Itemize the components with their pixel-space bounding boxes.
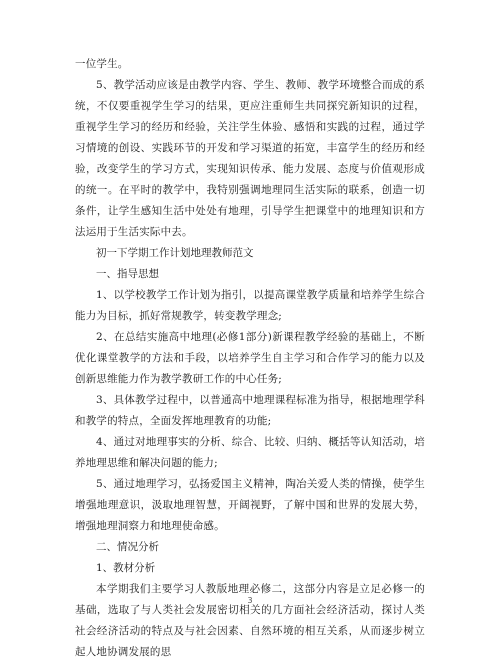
page-number: 3 — [247, 596, 253, 605]
document-title: 初一下学期工作计划地理教师范文 — [96, 247, 254, 259]
paragraph-guideline-1: 1、以学校教学工作计划为指引，以提高课堂教学质量和培养学生综合能力为目标，抓好常规教学，转变教学理念; — [75, 289, 425, 322]
paragraph-guideline-2: 2、在总结实施高中地理(必修1部分)新课程教学经验的基础上，不断优化课堂教学的方法和手段，以培养学生自主学习和合作学习的能力以及创新思维能力作为教学教研工作的中心任务; — [75, 331, 425, 385]
paragraph-guideline-3: 3、具体教学过程中，以普通高中地理课程标准为指导，根据地理学科和教学的特点，全面发挥地理教育的功能; — [75, 394, 425, 427]
section-heading-situation-analysis: 二、情况分析 — [96, 541, 159, 553]
paragraph-item-5: 5、教学活动应该是由教学内容、学生、教师、教学环境整合而成的系统，不仅要重视学生学习的结果，更应注重师生共同探究新知识的过程，重视学生学习的经历和经验，关注学生体验、感悟和实践的过程，通过学习情境的创设、实践环节的开发和学习渠道的拓宽，丰富学生的经历和经验，改变学生的学习方式，实现知识传承、能力发展、态度与价值观形成的统一。在平时的教学中，我特别强调地理同生活实际的联系，创造一切条件，让学生感知生活中处处有地理，引导学生把课堂中的地理知识和方法运用于生活实际中去。 — [75, 79, 425, 238]
section-heading-guiding-ideology: 一、指导思想 — [96, 268, 159, 280]
paragraph-textbook-analysis: 本学期我们主要学习人教版地理必修二，这部分内容是立足必修一的基础，选取了与人类社会发展密切相关的几方面社会经济活动，探讨人类社会经济活动的特点及与社会因素、自然环境的相互关系，从而逐步树立起人地协调发展的思 — [75, 583, 425, 658]
paragraph-guideline-5: 5、通过地理学习，弘扬爱国主义精神，陶冶关爱人类的情操，使学生增强地理意识，汲取地理智慧，开阔视野，了解中国和世界的发展大势，增强地理洞察力和地理使命感。 — [75, 478, 425, 532]
paragraph-continuation: 一位学生。 — [75, 58, 129, 70]
paragraph-guideline-4: 4、通过对地理事实的分析、综合、比较、归纳、概括等认知活动，培养地理思维和解决问题的能力; — [75, 436, 425, 469]
document-body — [75, 54, 425, 663]
subsection-heading-textbook-analysis: 1、教材分析 — [96, 562, 156, 574]
